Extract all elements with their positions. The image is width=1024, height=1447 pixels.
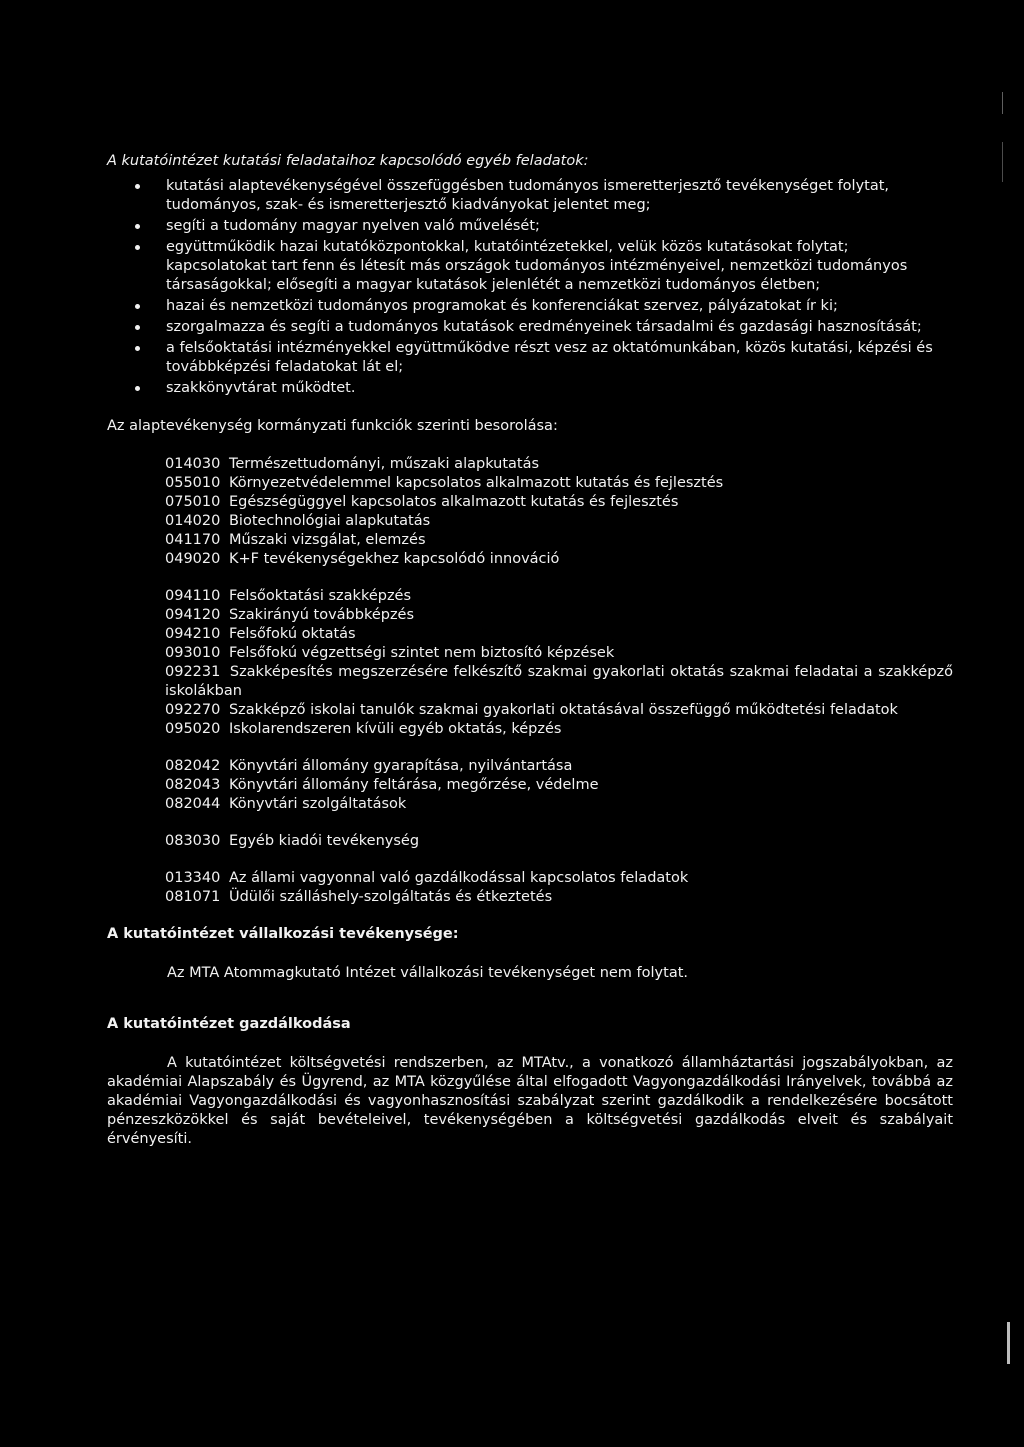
function-code: 083030 [165, 833, 221, 849]
function-code-group [165, 455, 953, 569]
task-list-item: szorgalmazza és segíti a tudományos kutatások eredményeinek társadalmi és gazdasági hasznosítását; [107, 318, 953, 337]
scan-edge-mark [1002, 92, 1003, 114]
function-code: 014030 [165, 456, 221, 472]
function-code: 094120 [165, 607, 221, 623]
function-code: 092270 [165, 702, 221, 718]
function-code-line [165, 869, 953, 888]
function-code-line [165, 663, 953, 701]
finance-section-body: A kutatóintézet költségvetési rendszerben, az MTAtv., a vonatkozó államháztartási jogszabályokban, az akadémiai Alapszabály és Ügyrend, az MTA közgyűlése által elfogadott Vagyongazdálkodási Irányelvek, továbbá az akadémiai Vagyongazdálkodási és vagyonhasznosítási szabályzat szerint gazdálkodik a rendelkezésére bocsátott pénzeszközökkel és saját bevételeivel, tevékenységében a költségvetési gazdálkodás elveit és szabályait érvényesíti. [107, 1055, 953, 1147]
function-code-group [165, 757, 953, 814]
function-code-line [165, 493, 953, 512]
function-code: 082042 [165, 758, 221, 774]
function-label: Szakirányú továbbképzés [228, 607, 415, 623]
function-code-groups [107, 455, 953, 907]
function-code: 082043 [165, 777, 221, 793]
function-code: 082044 [165, 796, 221, 812]
function-code: 055010 [165, 475, 221, 491]
function-code-group [165, 832, 953, 851]
function-label: Szakképző iskolai tanulók szakmai gyakorlati oktatásával összefüggő működtetési feladatok [228, 702, 898, 718]
function-code: 095020 [165, 721, 221, 737]
function-label: Műszaki vizsgálat, elemzés [228, 532, 426, 548]
function-code-line [165, 550, 953, 569]
function-code: 094210 [165, 626, 221, 642]
function-code: 041170 [165, 532, 221, 548]
classification-label: Az alaptevékenység kormányzati funkciók szerinti besorolása: [107, 418, 558, 434]
function-label: Környezetvédelemmel kapcsolatos alkalmazott kutatás és fejlesztés [228, 475, 724, 491]
function-code-line [165, 455, 953, 474]
function-code-line [165, 776, 953, 795]
function-label: Könyvtári állomány gyarapítása, nyilvántartása [228, 758, 573, 774]
function-code-line [165, 606, 953, 625]
task-list-item: hazai és nemzetközi tudományos programokat és konferenciákat szervez, pályázatokat ír ki; [107, 297, 953, 316]
task-list-item: kutatási alaptevékenységével összefüggésben tudományos ismeretterjesztő tevékenységet folytat, tudományos, szak- és ismeretterjesztő kiadványokat jelentet meg; [107, 177, 953, 215]
function-code-line [165, 531, 953, 550]
function-label: Egyéb kiadói tevékenység [228, 833, 420, 849]
function-label: K+F tevékenységekhez kapcsolódó innováció [228, 551, 560, 567]
task-list-item: együttműködik hazai kutatóközpontokkal, kutatóintézetekkel, velük közös kutatásokat folytat; kapcsolatokat tart fenn és létesít más országok tudományos intézményeivel, nemzetközi tudományos társaságokkal; elősegíti a magyar kutatások jelenlétét a nemzetközi tudományos életben; [107, 238, 953, 295]
function-code-group [165, 869, 953, 907]
function-code-line [165, 644, 953, 663]
function-code-line [165, 625, 953, 644]
task-list [107, 177, 953, 398]
function-label: Iskolarendszeren kívüli egyéb oktatás, képzés [228, 721, 562, 737]
function-code-line [165, 701, 953, 720]
function-code-line [165, 832, 953, 851]
function-code: 081071 [165, 889, 221, 905]
finance-section-title: A kutatóintézet gazdálkodása [107, 1016, 351, 1032]
function-code-group [165, 587, 953, 739]
function-label: Könyvtári állomány feltárása, megőrzése, védelme [228, 777, 599, 793]
task-list-item: szakkönyvtárat működtet. [107, 379, 953, 398]
function-code-line [165, 757, 953, 776]
function-code: 075010 [165, 494, 221, 510]
function-code: 093010 [165, 645, 221, 661]
task-list-item: segíti a tudomány magyar nyelven való művelését; [107, 217, 953, 236]
scan-edge-mark [1002, 142, 1003, 182]
task-list-item: a felsőoktatási intézményekkel együttműködve részt vesz az oktatómunkában, közös kutatási, képzési és továbbképzési feladatokat lát el; [107, 339, 953, 377]
function-code-line [165, 512, 953, 531]
function-label: Üdülői szálláshely-szolgáltatás és étkeztetés [228, 889, 553, 905]
intro-heading: A kutatóintézet kutatási feladataihoz kapcsolódó egyéb feladatok: [107, 153, 589, 169]
function-label: Szakképesítés megszerzésére felkészítő szakmai gyakorlati oktatás szakmai feladatai a szakképző iskolákban [165, 664, 953, 699]
business-section-title: A kutatóintézet vállalkozási tevékenysége: [107, 926, 459, 942]
function-label: Felsőoktatási szakképzés [228, 588, 412, 604]
function-code-line [165, 474, 953, 493]
function-code: 092231 [165, 664, 221, 680]
function-code: 094110 [165, 588, 221, 604]
function-code: 013340 [165, 870, 221, 886]
function-code-line [165, 720, 953, 739]
function-code-line [165, 888, 953, 907]
function-label: Felsőfokú oktatás [228, 626, 356, 642]
function-label: Könyvtári szolgáltatások [228, 796, 407, 812]
function-code-line [165, 795, 953, 814]
function-label: Biotechnológiai alapkutatás [228, 513, 431, 529]
function-label: Természettudományi, műszaki alapkutatás [228, 456, 540, 472]
document-page [107, 152, 953, 1149]
function-label: Egészségüggyel kapcsolatos alkalmazott kutatás és fejlesztés [228, 494, 679, 510]
business-section-body: Az MTA Atommagkutató Intézet vállalkozási tevékenységet nem folytat. [167, 965, 688, 981]
function-label: Az állami vagyonnal való gazdálkodással kapcsolatos feladatok [228, 870, 689, 886]
function-code: 049020 [165, 551, 221, 567]
function-label: Felsőfokú végzettségi szintet nem biztosító képzések [228, 645, 615, 661]
function-code-line [165, 587, 953, 606]
scan-edge-mark [1007, 1322, 1010, 1364]
function-code: 014020 [165, 513, 221, 529]
